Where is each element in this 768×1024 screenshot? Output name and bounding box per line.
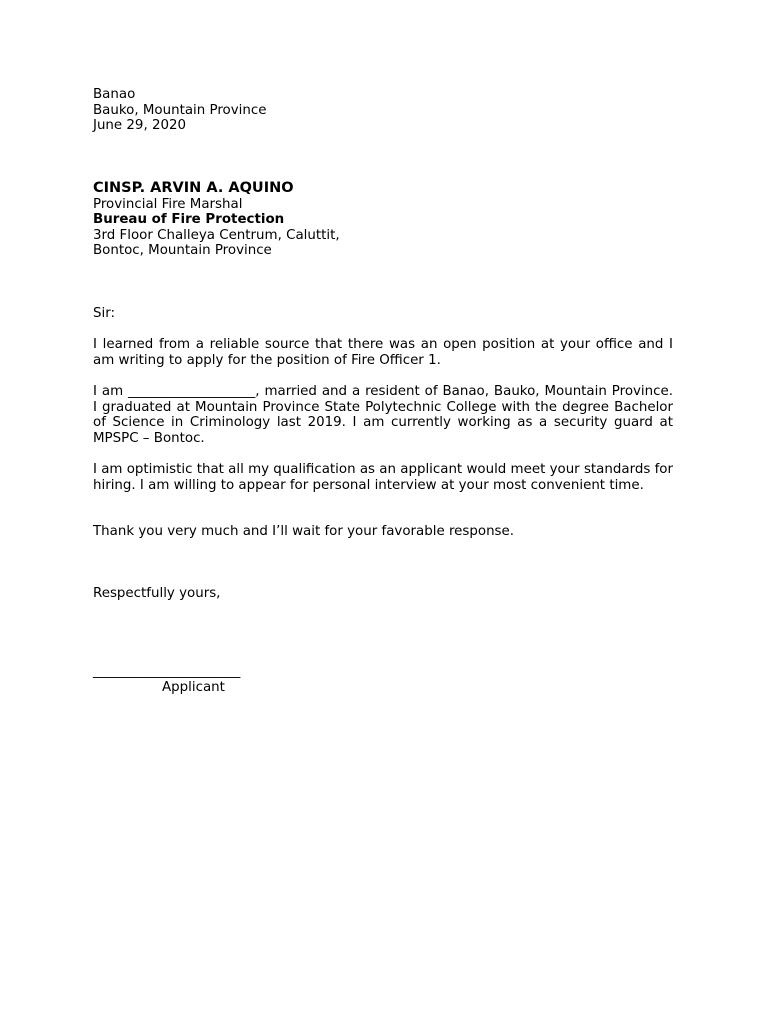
salutation: Sir: xyxy=(93,306,116,321)
sender-line-1: Banao xyxy=(93,87,136,102)
body-paragraph-1: I learned from a reliable source that there was an open position at your office and I am writing to apply for the position of Fire Officer 1. xyxy=(93,337,673,368)
body-paragraph-4: Thank you very much and I’ll wait for your favorable response. xyxy=(93,524,515,539)
sender-line-2: Bauko, Mountain Province xyxy=(93,102,267,118)
recipient-title: Provincial Fire Marshal xyxy=(93,196,243,212)
recipient-address-2: Bontoc, Mountain Province xyxy=(93,243,272,259)
signature-line: ______________________ xyxy=(93,664,241,679)
closing: Respectfully yours, xyxy=(93,586,221,601)
sender-address xyxy=(93,87,673,134)
signature-block xyxy=(93,664,673,695)
body-paragraph-3: I am optimistic that all my qualification as an applicant would meet your standards for hiring. I am willing to appear for personal interview at your most convenient time. xyxy=(93,462,673,493)
recipient-office: Bureau of Fire Protection xyxy=(93,212,285,228)
signature-label: Applicant xyxy=(162,679,225,695)
recipient-name: CINSP. ARVIN A. AQUINO xyxy=(93,180,294,196)
recipient-address-1: 3rd Floor Challeya Centrum, Caluttit, xyxy=(93,227,340,243)
recipient-address xyxy=(93,181,673,259)
letter-date: June 29, 2020 xyxy=(93,118,187,134)
body-paragraph-2: I am ___________________, married and a resident of Banao, Bauko, Mountain Province. I graduated at Mountain Province State Polytechnic College with the degree Bachelor of Science in Criminology last 2019. I am currently working as a security guard at MPSPC – Bontoc. xyxy=(93,384,673,446)
